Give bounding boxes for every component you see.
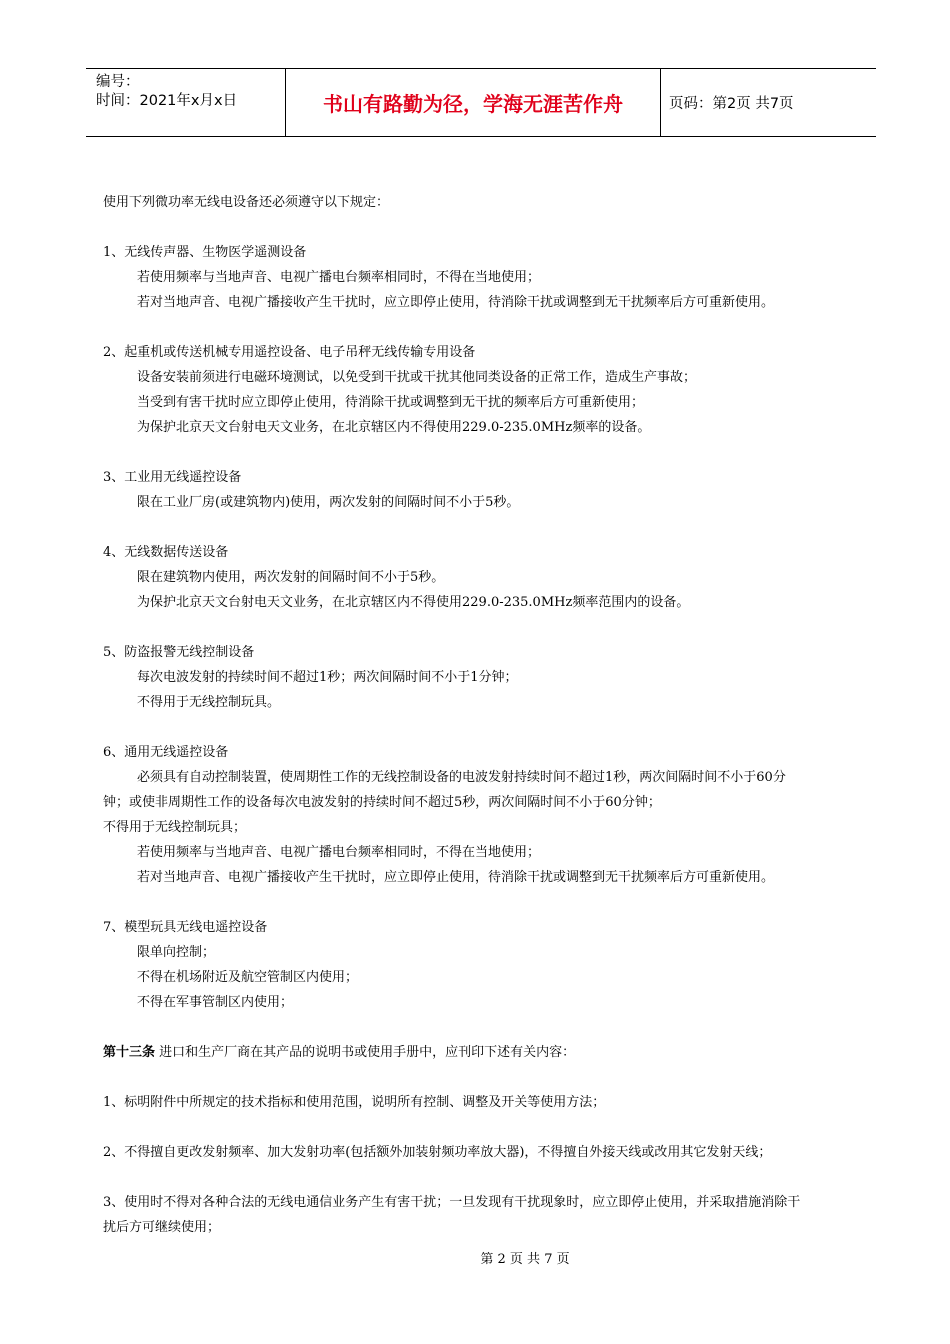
section-line: 若对当地声音、电视广播接收产生干扰时，应立即停止使用，待消除干扰或调整到无干扰频率后方可重新使用。 xyxy=(137,295,775,310)
page-header xyxy=(86,68,876,137)
section-line: 不得用于无线控制玩具； xyxy=(103,820,247,835)
intro-text: 使用下列微功率无线电设备还必须遵守以下规定： xyxy=(103,195,390,210)
header-motto: 书山有路勤为径，学海无涯苦作舟 xyxy=(286,69,661,136)
section-line: 若对当地声音、电视广播接收产生干扰时，应立即停止使用，待消除干扰或调整到无干扰频率后方可重新使用。 xyxy=(137,870,775,885)
header-page-label: 页码：第2页 共7页 xyxy=(669,96,794,112)
section-line: 每次电波发射的持续时间不超过1秒；两次间隔时间不小于1分钟； xyxy=(137,670,518,685)
date-label: 时间：2021年x月x日 xyxy=(96,93,238,109)
section-line: 必须具有自动控制装置，使周期性工作的无线控制设备的电波发射持续时间不超过1秒，两次间隔时间不小于60分 xyxy=(137,770,786,785)
section-line: 为保护北京天文台射电天文业务，在北京辖区内不得使用229.0-235.0MHz频率范围内的设备。 xyxy=(137,595,690,610)
section-line: 若使用频率与当地声音、电视广播电台频率相同时，不得在当地使用； xyxy=(137,845,541,860)
article-item: 3、使用时不得对各种合法的无线电通信业务产生有害干扰；一旦发现有干扰现象时，应立即停止使用，并采取措施消除干 xyxy=(103,1195,801,1210)
article-13 xyxy=(103,1040,843,1065)
section-line: 限在建筑物内使用，两次发射的间隔时间不小于5秒。 xyxy=(137,570,445,585)
section-line: 若使用频率与当地声音、电视广播电台频率相同时，不得在当地使用； xyxy=(137,270,541,285)
article-item: 2、不得擅自更改发射频率、加大发射功率(包括额外加装射频功率放大器)，不得擅自外接天线或改用其它发射天线； xyxy=(103,1145,772,1160)
section-title: 4、无线数据传送设备 xyxy=(103,545,229,560)
header-meta xyxy=(86,69,286,136)
section-line: 限在工业厂房(或建筑物内)使用，两次发射的间隔时间不小于5秒。 xyxy=(137,495,520,510)
document-body xyxy=(103,190,843,1240)
article-item: 扰后方可继续使用； xyxy=(103,1220,221,1235)
section-line: 为保护北京天文台射电天文业务，在北京辖区内不得使用229.0-235.0MHz频率的设备。 xyxy=(137,420,651,435)
section-title: 6、通用无线遥控设备 xyxy=(103,745,229,760)
section-title: 1、无线传声器、生物医学遥测设备 xyxy=(103,245,307,260)
article-item: 1、标明附件中所规定的技术指标和使用范围，说明所有控制、调整及开关等使用方法； xyxy=(103,1095,606,1110)
serial-label: 编号： xyxy=(96,74,140,90)
section-line: 设备安装前须进行电磁环境测试，以免受到干扰或干扰其他同类设备的正常工作，造成生产事故； xyxy=(137,370,697,385)
section-title: 7、模型玩具无线电遥控设备 xyxy=(103,920,268,935)
section-line: 不得用于无线控制玩具。 xyxy=(137,695,281,710)
section-title: 2、起重机或传送机械专用遥控设备、电子吊秤无线传输专用设备 xyxy=(103,345,476,360)
article-13-label: 第十三条 xyxy=(103,1045,156,1060)
page-footer: 第 2 页 共 7 页 xyxy=(480,1252,570,1267)
section-line: 限单向控制； xyxy=(137,945,216,960)
section-line: 不得在机场附近及航空管制区内使用； xyxy=(137,970,359,985)
section-line: 当受到有害干扰时应立即停止使用，待消除干扰或调整到无干扰的频率后方可重新使用； xyxy=(137,395,645,410)
section-line: 不得在军事管制区内使用； xyxy=(137,995,294,1010)
section-title: 5、防盗报警无线控制设备 xyxy=(103,645,255,660)
article-13-text: 进口和生产厂商在其产品的说明书或使用手册中，应刊印下述有关内容： xyxy=(155,1045,576,1060)
section-line: 钟；或使非周期性工作的设备每次电波发射的持续时间不超过5秒，两次间隔时间不小于60分钟； xyxy=(103,795,661,810)
section-title: 3、工业用无线遥控设备 xyxy=(103,470,242,485)
